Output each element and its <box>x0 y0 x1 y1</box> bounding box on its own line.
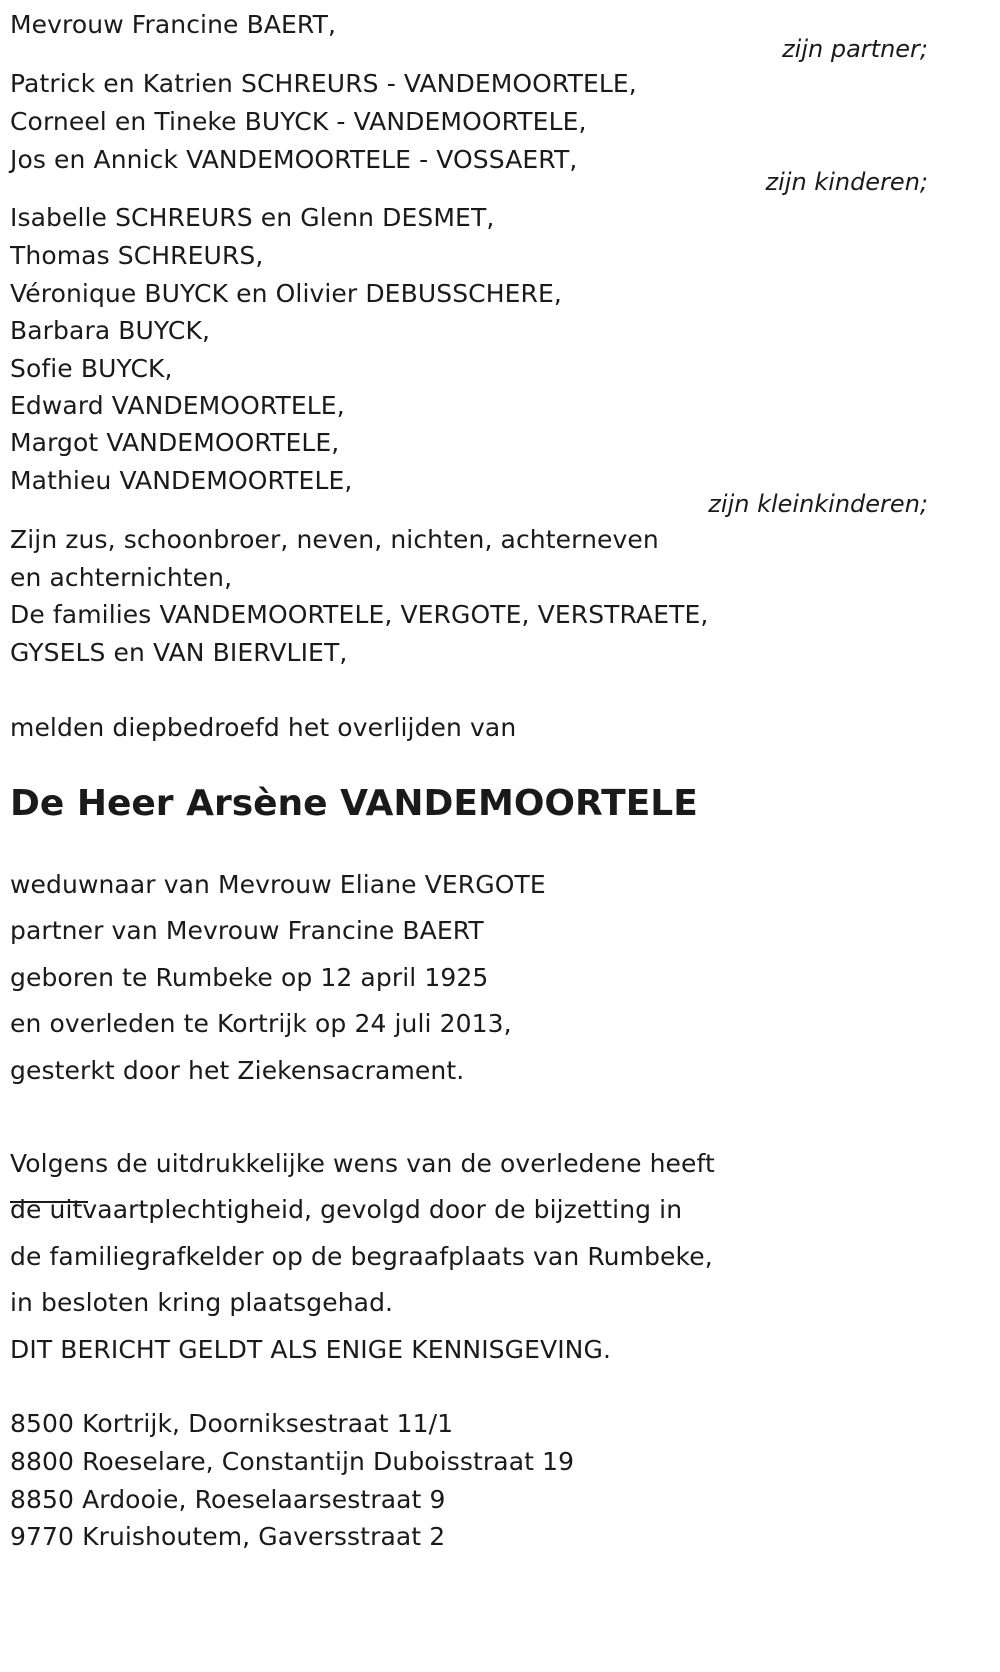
child-name: Jos en Annick VANDEMOORTELE - VOSSAERT, <box>10 145 578 174</box>
grandchild-name: Thomas SCHREURS, <box>10 241 264 270</box>
grandchild-name: Edward VANDEMOORTELE, <box>10 391 345 420</box>
grandchild-name: Barbara BUYCK, <box>10 316 211 345</box>
child-name: Corneel en Tineke BUYCK - VANDEMOORTELE, <box>10 107 587 136</box>
funeral-line: de familiegrafkelder op de begraafplaats van Rumbeke, <box>10 1242 713 1271</box>
address-line: 8850 Ardooie, Roeselaarsestraat 9 <box>10 1485 446 1514</box>
partner-name: Mevrouw Francine BAERT, <box>10 10 336 39</box>
grandchild-name: Sofie BUYCK, <box>10 354 173 383</box>
partner-role-label: zijn partner; <box>782 35 928 63</box>
grandchildren-role-label: zijn kleinkinderen; <box>708 490 928 518</box>
funeral-line: in besloten kring plaatsgehad. <box>10 1288 394 1317</box>
funeral-line: DIT BERICHT GELDT ALS ENIGE KENNISGEVING. <box>10 1335 611 1364</box>
address-line: 9770 Kruishoutem, Gaversstraat 2 <box>10 1522 446 1551</box>
family-line: De families VANDEMOORTELE, VERGOTE, VERSTRAETE, <box>10 600 709 629</box>
funeral-line: Volgens de uitdrukkelijke wens van de overledene heeft <box>10 1149 715 1178</box>
detail-line: geboren te Rumbeke op 12 april 1925 <box>10 963 489 992</box>
detail-line: gesterkt door het Ziekensacrament. <box>10 1056 465 1085</box>
address-line: 8800 Roeselare, Constantijn Duboisstraat 19 <box>10 1447 575 1476</box>
family-line: Zijn zus, schoonbroer, neven, nichten, achterneven <box>10 525 659 554</box>
funeral-line: de uitvaartplechtigheid, gevolgd door de bijzetting in <box>10 1195 683 1224</box>
grandchild-name: Véronique BUYCK en Olivier DEBUSSCHERE, <box>10 279 562 308</box>
family-line: en achternichten, <box>10 563 233 592</box>
children-role-label: zijn kinderen; <box>765 168 928 196</box>
announcement-text: melden diepbedroefd het overlijden van <box>10 713 517 742</box>
grandchild-name: Isabelle SCHREURS en Glenn DESMET, <box>10 203 495 232</box>
deceased-name-heading: De Heer Arsène VANDEMOORTELE <box>10 783 698 824</box>
child-name: Patrick en Katrien SCHREURS - VANDEMOORTELE, <box>10 69 637 98</box>
grandchild-name: Mathieu VANDEMOORTELE, <box>10 466 353 495</box>
family-line: GYSELS en VAN BIERVLIET, <box>10 638 348 667</box>
detail-line: en overleden te Kortrijk op 24 juli 2013, <box>10 1009 512 1038</box>
grandchild-name: Margot VANDEMOORTELE, <box>10 428 340 457</box>
detail-line: weduwnaar van Mevrouw Eliane VERGOTE <box>10 870 546 899</box>
detail-line: partner van Mevrouw Francine BAERT <box>10 916 484 945</box>
address-line: 8500 Kortrijk, Doorniksestraat 11/1 <box>10 1409 454 1438</box>
